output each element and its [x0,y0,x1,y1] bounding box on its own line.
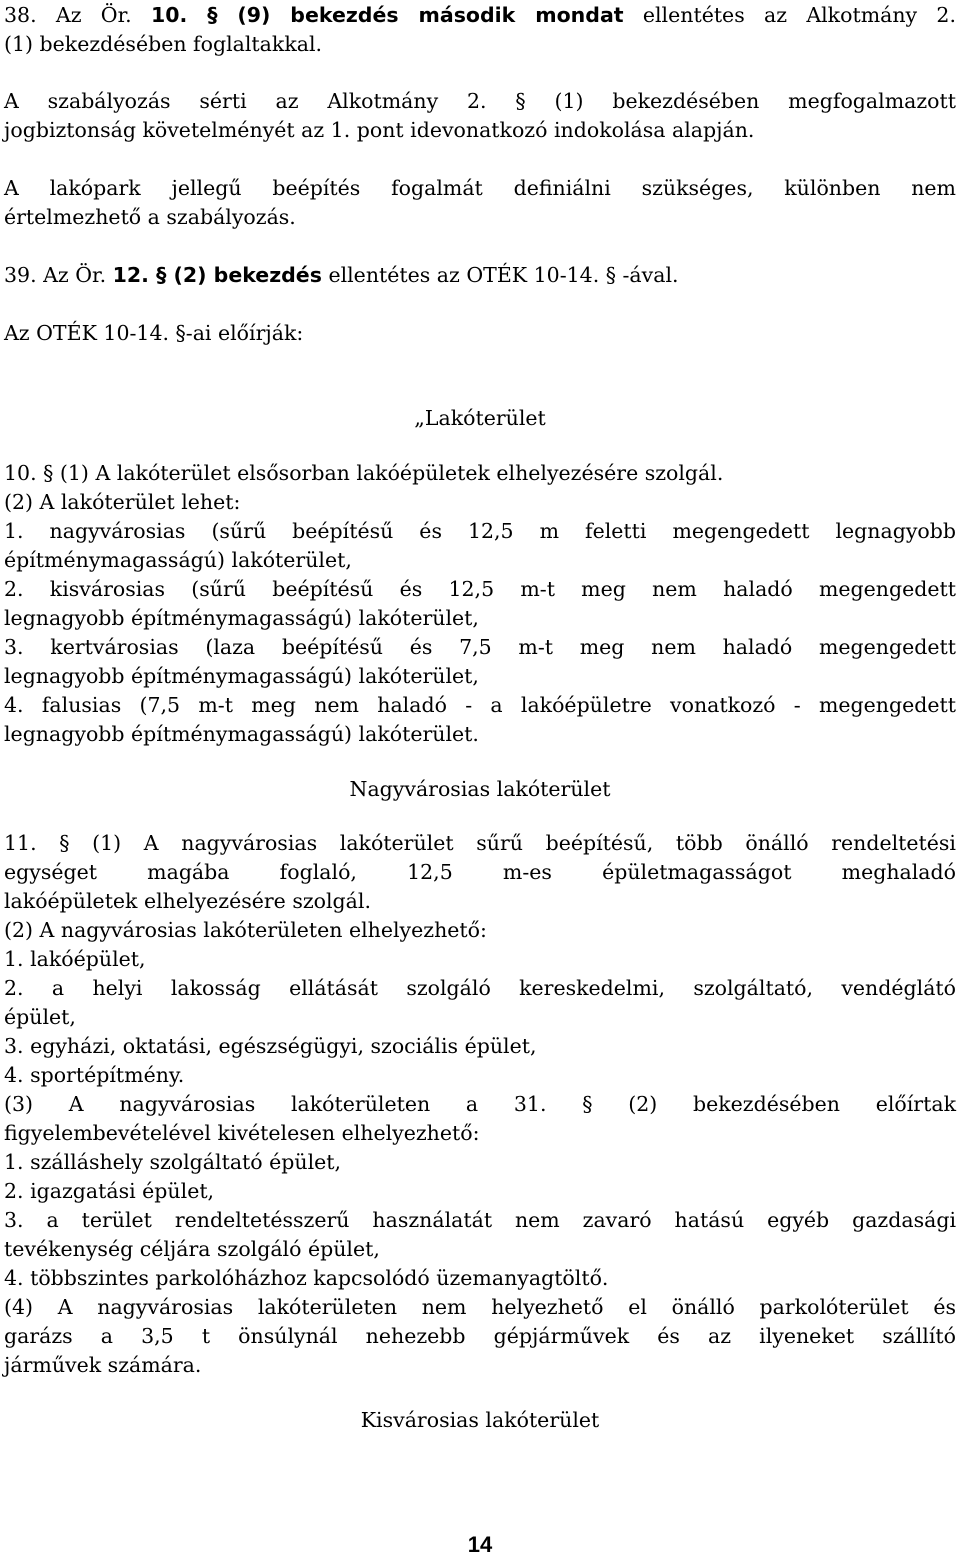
nagyvarosias-line-12: 1. szálláshely szolgáltató épület, [4,1150,342,1174]
paragraph-sign: § [187,3,238,27]
page-number: 14 [467,1532,493,1557]
lakoterulet-heading: „Lakóterület [414,406,546,430]
nagyvarosias-line-16: 4. többszintes parkolóházhoz kapcsolódó üzemanyagtöltő. [4,1266,609,1290]
nagyvarosias-line-11: figyelembevételével kivételesen elhelyezhető: [4,1121,480,1145]
section-38-bold-clause: (9) bekezdés második mondat [237,3,624,27]
lakoterulet-line-9: 4. falusias (7,5 m-t meg nem haladó - a lakóépületre vonatkozó - megengedett [4,693,956,717]
nagyvarosias-line-8: 3. egyházi, oktatási, egészségügyi, szociális épület, [4,1034,537,1058]
nagyvarosias-line-15: tevékenység céljára szolgáló épület, [4,1237,380,1261]
section-38-p2-line-1: A szabályozás sérti az Alkotmány 2. § (1) bekezdésében megfogalmazott [4,89,956,113]
nagyvarosias-line-10: (3) A nagyvárosias lakóterületen a 31. § (2) bekezdésében előírtak [4,1092,956,1116]
nagyvarosias-line-13: 2. igazgatási épület, [4,1179,215,1203]
section-39-text: ellentétes az OTÉK 10-14. § -ával. [321,263,679,287]
paragraph-sign: § [148,263,174,287]
section-38-line-2: (1) bekezdésében foglaltakkal. [4,32,323,56]
section-38-number: 38. Az Ör. [4,3,151,27]
lakoterulet-line-4: építménymagasságú) lakóterület, [4,548,352,572]
nagyvarosias-line-7: épület, [4,1005,76,1029]
lakoterulet-line-5: 2. kisvárosias (sűrű beépítésű és 12,5 m-t meg nem haladó megengedett [4,577,956,601]
section-39-bold-paragraph: 12. [112,263,149,287]
nagyvarosias-line-6: 2. a helyi lakosság ellátását szolgáló kereskedelmi, szolgáltató, vendéglátó [4,976,956,1000]
nagyvarosias-line-17: (4) A nagyvárosias lakóterületen nem helyezhető el önálló parkolóterület és [4,1295,956,1319]
lakoterulet-line-3: 1. nagyvárosias (sűrű beépítésű és 12,5 m feletti megengedett legnagyobb [4,519,956,543]
section-39-line [4,261,956,290]
section-38-p3-line-2: értelmezhető a szabályozás. [4,205,296,229]
lakoterulet-line-8: legnagyobb építménymagasságú) lakóterület, [4,664,479,688]
section-38-bold-paragraph: 10. [150,3,188,27]
lakoterulet-line-2: (2) A lakóterület lehet: [4,490,241,514]
lakoterulet-line-7: 3. kertvárosias (laza beépítésű és 7,5 m-t meg nem haladó megengedett [4,635,956,659]
lakoterulet-line-10: legnagyobb építménymagasságú) lakóterület. [4,722,479,746]
nagyvarosias-line-5: 1. lakóépület, [4,947,146,971]
nagyvarosias-heading: Nagyvárosias lakóterület [349,777,611,801]
nagyvarosias-line-19: járművek számára. [4,1353,202,1377]
section-39-intro: Az OTÉK 10-14. §-ai előírják: [4,321,304,345]
section-39-number: 39. Az Ör. [4,263,113,287]
lakoterulet-line-1: 10. § (1) A lakóterület elsősorban lakóépületek elhelyezésére szolgál. [4,461,724,485]
kisvarosias-heading: Kisvárosias lakóterület [360,1408,600,1432]
section-39-bold-clause: (2) bekezdés [173,263,322,287]
section-38-line-1 [4,1,956,30]
lakoterulet-line-6: legnagyobb építménymagasságú) lakóterület, [4,606,479,630]
section-38-text: ellentétes az Alkotmány 2. [623,3,956,27]
section-38-p3-line-1: A lakópark jellegű beépítés fogalmát definiálni szükséges, különben nem [4,176,956,200]
nagyvarosias-line-1: 11. § (1) A nagyvárosias lakóterület sűrű beépítésű, több önálló rendeltetési [4,831,956,855]
nagyvarosias-line-18: garázs a 3,5 t önsúlynál nehezebb gépjárművek és az ilyeneket szállító [4,1324,956,1348]
nagyvarosias-line-4: (2) A nagyvárosias lakóterületen elhelyezhető: [4,918,487,942]
nagyvarosias-line-3: lakóépületek elhelyezésére szolgál. [4,889,371,913]
nagyvarosias-line-14: 3. a terület rendeltetésszerű használatát nem zavaró hatású egyéb gazdasági [4,1208,956,1232]
nagyvarosias-line-2: egységet magába foglaló, 12,5 m-es épületmagasságot meghaladó [4,860,956,884]
nagyvarosias-line-9: 4. sportépítmény. [4,1063,185,1087]
section-38-p2-line-2: jogbiztonság követelményét az 1. pont idevonatkozó indokolása alapján. [4,118,755,142]
